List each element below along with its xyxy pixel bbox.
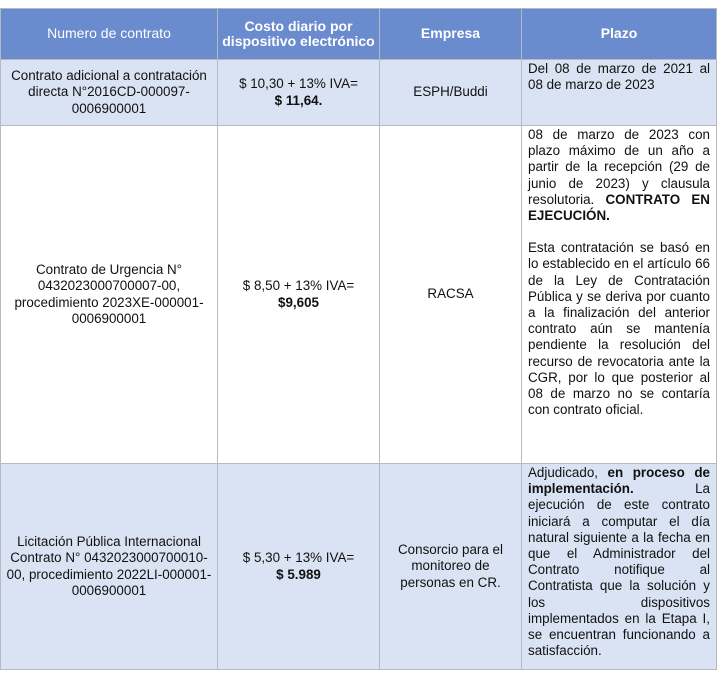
company-cell: RACSA	[380, 126, 522, 464]
cost-formula: $ 10,30 + 13% IVA=	[239, 76, 358, 92]
term-text: Del 08 de marzo de 2021 al 08 de marzo de 2023	[528, 61, 710, 93]
cost-cell	[218, 464, 380, 670]
contract-cell: Contrato de Urgencia N° 0432023000700007-00, procedimiento 2023XE-000001-0006900001	[1, 126, 218, 464]
cost-formula: $ 8,50 + 13% IVA=	[242, 278, 355, 294]
header-daily-cost: Costo diario por dispositivo electrónico	[218, 9, 380, 60]
table-row	[1, 464, 717, 670]
term-cell	[522, 126, 717, 464]
header-contract-number: Numero de contrato	[1, 9, 218, 60]
cost-formula: $ 5,30 + 13% IVA=	[242, 550, 355, 566]
term-text: La ejecución de este contrato iniciará a computar el día natural siguiente a la fecha en que el Administrador del Contrato notifique al Contratista que la solución y los dispositivos implementados en la Etapa I, se encuentran funcionando a satisfacción.	[528, 481, 710, 659]
cost-total: $9,605	[278, 294, 319, 310]
term-cell	[522, 464, 717, 670]
table-row	[1, 60, 717, 126]
term-paragraph	[528, 465, 710, 659]
company-cell: ESPH/Buddi	[380, 60, 522, 126]
cost-total: $ 5.989	[276, 566, 321, 582]
term-text: 08 de marzo de 2023 con plazo máximo de un año a partir de la recepción (29 de junio de 2023) y clausula resolutoria.	[528, 127, 710, 207]
table-header-row	[1, 9, 717, 60]
term-status: en proceso de implementación.	[528, 465, 710, 497]
cost-cell	[218, 60, 380, 126]
term-status: CONTRATO EN EJECUCIÓN.	[528, 191, 710, 224]
contracts-table	[0, 8, 717, 670]
header-company: Empresa	[380, 9, 522, 60]
contract-cell: Licitación Pública Internacional Contrato N° 0432023000700010-00, procedimiento 2022LI-000001-0006900001	[1, 464, 218, 670]
cost-total: $ 11,64.	[274, 92, 323, 108]
contract-cell: Contrato adicional a contratación directa N°2016CD-000097-0006900001	[1, 60, 218, 126]
term-paragraph	[528, 127, 710, 224]
header-term: Plazo	[522, 9, 717, 60]
term-note: Esta contratación se basó en lo establecido en el artículo 66 de la Ley de Contratación Pública y se deriva por cuanto a la finalización del anterior contrato aún se mantenía pendiente la resolución del recurso de revocatoria ante la CGR, por lo que posterior al 08 de marzo no se contaría con contrato oficial.	[528, 240, 710, 418]
term-lead: Adjudicado,	[528, 465, 598, 480]
company-cell: Consorcio para el monitoreo de personas en CR.	[380, 464, 522, 670]
cost-cell	[218, 126, 380, 464]
table-row	[1, 126, 717, 464]
term-cell	[522, 60, 717, 126]
